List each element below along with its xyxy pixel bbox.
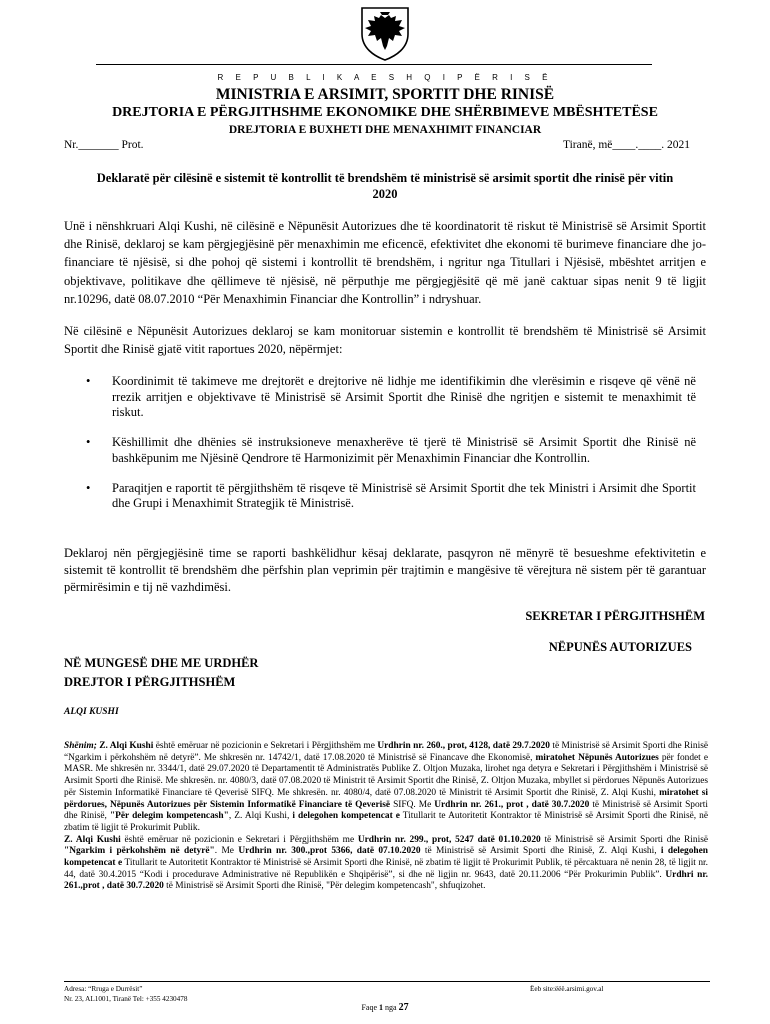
footer-rule: [64, 981, 710, 982]
monitoring-list: [86, 374, 696, 526]
signature-absence-line: NË MUNGESË DHE ME URDHËR: [64, 656, 259, 670]
page-number: Faqe 1 nga 27: [361, 1002, 409, 1013]
albania-coat-of-arms-icon: [352, 4, 418, 62]
signature-title: SEKRETAR I PËRGJITHSHËM: [525, 609, 705, 623]
republic-name: R E P U B L I K A E S H Q I P Ë R I S Ë: [217, 73, 553, 82]
protocol-number: Nr._______ Prot.: [64, 139, 144, 151]
ministry-name: MINISTRIA E ARSIMIT, SPORTIT DHE RINISË: [215, 86, 555, 103]
footer-website: Ëeb site:ëëë.arsimi.gov.al: [530, 985, 604, 993]
signatory-name: ALQI KUSHI: [64, 707, 119, 717]
place-date: Tiranë, më____.____. 2021: [562, 139, 690, 151]
bullet-icon: •: [86, 374, 91, 388]
footer-address: Adresa: “Rruga e Durrësit” Nr. 23, AL1001, Tiranë Tel: +355 4230478: [64, 985, 188, 1003]
signature-director-line: DREJTOR I PËRGJITHSHËM: [64, 675, 236, 689]
list-item: • Koordinimit të takimeve me drejtorët e drejtorive në lidhje me identifikimin dhe vlerësimin e risqeve që vënë në rrezik arritjen e objektivave të Ministrisë së Arsimit Sportit dhe Rinisë dhe ngritjen e sistemit te menaxhimit të riskut.: [86, 374, 696, 420]
bullet-icon: •: [86, 435, 91, 450]
list-item: • Këshillimit dhe dhënies së instruksioneve menaxherëve të tjerë të Ministrisë së Arsimit Sportit dhe Rinisë në bashkëpunim me Njësinë Qendrore të Harmonizimit për Menaxhimin Financiar dhe Kontrollin.: [86, 435, 696, 465]
bullet-icon: •: [86, 480, 91, 495]
sub-directorate: DREJTORIA E BUXHETI DHE MENAXHIMIT FINANCIAR: [228, 124, 542, 136]
general-directorate: DREJTORIA E PËRGJITHSHME EKONOMIKE DHE SHËRBIMEVE MBËSHTETËSE: [112, 105, 658, 120]
declaration-paragraph-3: Deklaroj nën përgjegjësinë time se raporti bashkëlidhur kësaj deklarate, pasqyron në mënyrë të besueshme efektivitetin e sistemit të kontrollit të brendshëm dhe përfshin plan veprimin për trajtimin e mangësive të vërejtura në sistem për të garantuar përmirësimin e tij në vazhdimësi.: [64, 546, 706, 594]
header-rule: [96, 64, 652, 65]
note-block: Shënim; Z. Alqi Kushi është emëruar në pozicionin e Sekretari i Përgjithshëm me Urdhrin nr. 260., prot, 4128, datë 29.7.2020 të Ministrisë së Arsimit Sporti dhe Rinisë “Ngarkim i përkohshëm në detyrë”. Me shkresën nr. 14742/1, datë 17.08.2020 të Ministrisë së Financave dhe Ekonomisë, miratohet Nëpunës Autorizues për fondet e MASR. Me shkresën nr. 3344/1, datë 29.07.2020 të Departamentit të Administratës Publike Z. Oltjon Muzaka, lirohet nga detyra e Sekretari i Përgjithshëm i Ministrisë së Arsimit Sporti dhe Rinisë. Me shkresën. nr. 4080/3, datë 07.08.2020 të Ministrit të Arsimit Sportit dhe Rinisë, Z. Oltjon Muzaka, mbyllet si përdorues Nëpunës Autorizues për Sistemin Informatikë Financiare të Qeverisë SIFQ. Me shkresën. nr. 4080/4, datë 07.08.2020 të Ministrit të Arsimit Sportit dhe Rinisë, Z. Alqi Kushi, miratohet si përdorues, Nëpunës Autorizues për Sistemin Informatikë Financiare të Qeverisë SIFQ. Me Urdhrin nr. 261., prot , datë 30.7.2020 të Ministrisë së Arsimit Sporti dhe Rinisë, "Për delegim kompetencash", Z. Alqi Kushi, i delegohen kompetencat e Titullarit te Autoritetit Kontraktor të Ministrisë së Arsimit Sporti dhe Rinisë, në zbatim të ligjit të Prokurimit Publik. Z. Alqi Kushi është emëruar në pozicionin e Sekretari i Përgjithshëm me Urdhrin nr. 299., prot, 5247 datë 01.10.2020 të Ministrisë së Arsimit Sporti dhe Rinisë "Ngarkim i përkohshëm në detyrë". Me Urdhrin nr. 300.,prot 5366, datë 07.10.2020 të Ministrisë së Arsimit Sporti dhe Rinisë, Z. Alqi Kushi, i delegohen kompetencat e Titullarit te Autoritetit Kontraktor të Ministrisë së Arsimit Sporti dhe Rinisë, në zbatim të ligjit të Prokurimit Publik, të përcaktuara në nenin 28, të ligjit nr. 44, datë 30.4.2015 “Kodi i procedurave Administrative në Republikën e Shqipërisë”, si dhe në ligjin nr. 9643, datë 20.11.2006 “Për Prokurimin Publik”. Urdhri nr. 261.,prot , datë 30.7.2020 të Ministrisë së Arsimit Sporti dhe Rinisë, "Për delegim kompetencash", shfuqizohet.: [64, 741, 709, 892]
signature-role: NËPUNËS AUTORIZUES: [548, 640, 692, 654]
declaration-paragraph-2: Në cilësinë e Nëpunësit Autorizues deklaroj se kam monitoruar sistemin e kontrollit të brendshëm të Ministrisë së Arsimit Sportit dhe Rinisë gjatë vitit raportues 2020, nëpërmjet:: [64, 324, 706, 357]
document-title: Deklaratë për cilësinë e sistemit të kontrollit të brendshëm të ministrisë së arsimit sportit dhe rinisë për vitin 2020: [96, 171, 674, 201]
list-item: • Paraqitjen e raportit të përgjithshëm të risqeve të Ministrisë së Arsimit Sportit dhe tek Ministri i Arsimit dhe Sportit dhe Grupi i Menaxhimit Strategjik të Ministrisë.: [86, 480, 696, 511]
declaration-paragraph-1: Unë i nënshkruari Alqi Kushi, në cilësinë e Nëpunësit Autorizues dhe të koordinatorit të riskut të Ministrisë së Arsimit Sportit dhe Rinisë, deklaroj se kam përgjegjësinë për menaxhimin me eficencë, efektivitet dhe ekonomi të burimeve financiare dhe jo-financiare të njësisë, si dhe pohoj që sistemi i kontrollit të brendshëm, i ngritur nga Titullari i Njësisë, mbështet arritjen e objektivave, politikave dhe qëllimeve të njësisë, në përputhje me përgjegjësitë që më janë caktuar sipas nenit 9 të ligjit nr.10296, datë 08.07.2010 “Për Menaxhimin Financiar dhe Kontrollin” i ndryshuar.: [64, 219, 706, 306]
